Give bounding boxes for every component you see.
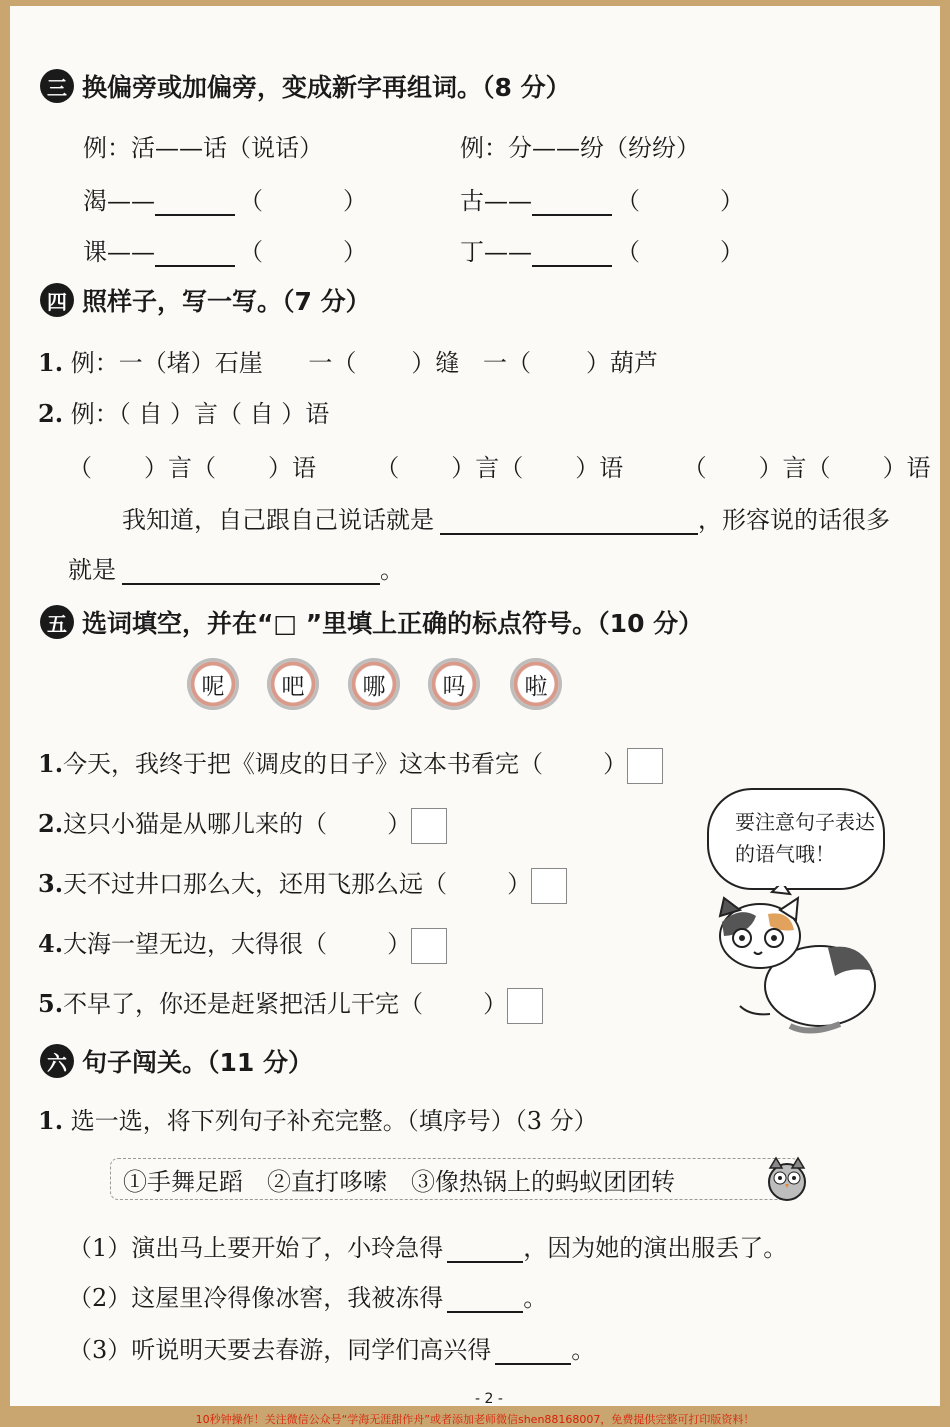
blank[interactable] bbox=[532, 239, 612, 267]
item-text: 今天，我终于把《调皮的日子》这本书看完（ bbox=[63, 750, 544, 778]
item-text: 这只小猫是从哪儿来的（ bbox=[63, 810, 328, 838]
paren: （ bbox=[682, 454, 707, 482]
blank[interactable] bbox=[495, 1337, 571, 1365]
section-3-heading bbox=[40, 68, 571, 104]
choices-box bbox=[110, 1158, 800, 1200]
s6-sentence-1 bbox=[68, 1228, 787, 1263]
example-2: 例：分——纷（纷纷） bbox=[460, 134, 700, 162]
s6-sentence-2 bbox=[68, 1278, 547, 1313]
punctuation-box[interactable] bbox=[531, 868, 567, 904]
paren: ）语 bbox=[882, 454, 931, 482]
blank[interactable] bbox=[122, 557, 380, 585]
punctuation-box[interactable] bbox=[411, 808, 447, 844]
section-4-heading bbox=[40, 282, 371, 318]
word: 哪 bbox=[362, 673, 386, 700]
s4-q1-example: 例：一（堵）石崖 bbox=[70, 349, 263, 377]
row-2-right: 丁—— （ ） bbox=[460, 238, 744, 266]
row-1-right: 古—— （ ） bbox=[460, 187, 744, 215]
item-close: ） bbox=[387, 930, 412, 958]
section-3-title: 换偏旁或加偏旁，变成新字再组词。（8 分） bbox=[82, 73, 571, 102]
punctuation-box[interactable] bbox=[507, 988, 543, 1024]
s5-item-3 bbox=[38, 864, 567, 904]
question-number: 2. bbox=[38, 809, 64, 838]
paren: ）言（ bbox=[144, 454, 216, 482]
sentence-text: 。 bbox=[571, 1336, 596, 1364]
section-6-badge: 六 bbox=[40, 1044, 74, 1078]
know-text-2: ，形容说的话很多 bbox=[698, 506, 890, 534]
paren: （ bbox=[375, 454, 400, 482]
s6-q1 bbox=[38, 1101, 598, 1136]
know-text-3: 就是 bbox=[68, 556, 116, 584]
paren: ）言（ bbox=[758, 454, 831, 482]
s4-q1-c-close: ）葫芦 bbox=[585, 349, 658, 377]
s4-q2-row bbox=[68, 448, 931, 483]
s4-q1-c-open: 一（ bbox=[482, 349, 531, 377]
row-1-left-char: 渴—— bbox=[83, 187, 155, 215]
section-5-badge: 五 bbox=[40, 605, 74, 639]
item-text: 不早了，你还是赶紧把活儿干完（ bbox=[63, 990, 424, 1018]
sentence-text: 。 bbox=[523, 1284, 548, 1312]
know-text-4: 。 bbox=[380, 556, 404, 584]
s4-q1-b-close: ）缝 bbox=[411, 349, 460, 377]
section-5-title: 选词填空，并在“□ ”里填上正确的标点符号。（10 分） bbox=[82, 609, 704, 638]
word-flower-5 bbox=[510, 658, 562, 710]
question-number: 1. bbox=[38, 1106, 64, 1135]
section-6-title: 句子闯关。（11 分） bbox=[82, 1048, 313, 1077]
choices-text: ①手舞足蹈 ②直打哆嗦 ③像热锅上的蚂蚁团团转 bbox=[123, 1167, 675, 1196]
s4-know-line-1 bbox=[122, 500, 890, 535]
s5-item-2 bbox=[38, 804, 447, 844]
s4-know-line-2 bbox=[68, 550, 404, 585]
s6-sentence-3 bbox=[68, 1330, 595, 1365]
s5-item-4 bbox=[38, 924, 447, 964]
footer-note: 10秒钟操作！关注微信公众号“学海无涯甜作舟”或者添加老师微信shen88168007，免费提供完整可打印版资料！ bbox=[195, 1413, 755, 1426]
section-3-badge: 三 bbox=[40, 69, 74, 103]
word-flower-4 bbox=[428, 658, 480, 710]
word: 吧 bbox=[281, 673, 305, 700]
row-2-left-char: 课—— bbox=[83, 238, 155, 266]
word-flower-1 bbox=[187, 658, 239, 710]
word-flower-3 bbox=[348, 658, 400, 710]
speech-bubble: 要注意句子表达的语气哦！ bbox=[707, 788, 885, 890]
example-1: 例：活——话（说话） bbox=[83, 134, 323, 162]
question-number: 5. bbox=[38, 989, 64, 1018]
s5-item-1 bbox=[38, 744, 663, 784]
blank[interactable] bbox=[155, 188, 235, 216]
section-5-heading bbox=[40, 604, 703, 640]
section-4-title: 照样子，写一写。（7 分） bbox=[82, 287, 371, 316]
blank[interactable] bbox=[447, 1285, 523, 1313]
s4-q2 bbox=[38, 394, 329, 429]
s4-q2-example: 例：（ 自 ）言（ 自 ）语 bbox=[70, 400, 330, 428]
sentence-text: （1）演出马上要开始了，小玲急得 bbox=[68, 1234, 444, 1262]
section-6-heading bbox=[40, 1043, 313, 1079]
punctuation-box[interactable] bbox=[627, 748, 663, 784]
row-2-left: 课—— （ ） bbox=[83, 238, 367, 266]
item-text: 大海一望无边，大得很（ bbox=[63, 930, 328, 958]
page-number: - 2 - bbox=[475, 1391, 503, 1407]
paren: （ bbox=[68, 454, 92, 482]
row-1-left: 渴—— （ ） bbox=[83, 187, 367, 215]
cat-illustration-icon bbox=[710, 886, 880, 1036]
punctuation-box[interactable] bbox=[411, 928, 447, 964]
question-number: 2. bbox=[38, 399, 64, 428]
blank[interactable] bbox=[155, 239, 235, 267]
blank[interactable] bbox=[440, 507, 698, 535]
item-close: ） bbox=[387, 810, 412, 838]
word: 啦 bbox=[524, 673, 548, 700]
know-text-1: 我知道，自己跟自己说话就是 bbox=[122, 506, 434, 534]
question-number: 3. bbox=[38, 869, 64, 898]
s5-item-5 bbox=[38, 984, 543, 1024]
paren: ）言（ bbox=[451, 454, 524, 482]
sentence-text: （2）这屋里冷得像冰窖，我被冻得 bbox=[68, 1284, 444, 1312]
paren: ）语 bbox=[575, 454, 624, 482]
word: 吗 bbox=[442, 673, 466, 700]
blank[interactable] bbox=[532, 188, 612, 216]
word: 呢 bbox=[201, 673, 225, 700]
s4-q1 bbox=[38, 343, 658, 378]
paren: ）语 bbox=[268, 454, 316, 482]
blank[interactable] bbox=[447, 1235, 523, 1263]
sentence-text: ，因为她的演出服丢了。 bbox=[523, 1234, 788, 1262]
item-close: ） bbox=[507, 870, 532, 898]
word-flower-2 bbox=[267, 658, 319, 710]
question-number: 1. bbox=[38, 348, 64, 377]
worksheet-page bbox=[10, 6, 940, 1406]
item-text: 天不过井口那么大，还用飞那么远（ bbox=[63, 870, 448, 898]
row-1-right-char: 古—— bbox=[460, 187, 532, 215]
row-2-right-char: 丁—— bbox=[460, 238, 532, 266]
question-number: 1. bbox=[38, 749, 64, 778]
sentence-text: （3）听说明天要去春游，同学们高兴得 bbox=[68, 1336, 492, 1364]
item-close: ） bbox=[483, 990, 508, 1018]
owl-icon bbox=[762, 1154, 812, 1204]
section-4-badge: 四 bbox=[40, 283, 74, 317]
question-number: 4. bbox=[38, 929, 64, 958]
item-close: ） bbox=[603, 750, 628, 778]
s6-q1-text: 选一选，将下列句子补充完整。（填序号）（3 分） bbox=[70, 1107, 598, 1135]
s4-q1-b-open: 一（ bbox=[308, 349, 357, 377]
